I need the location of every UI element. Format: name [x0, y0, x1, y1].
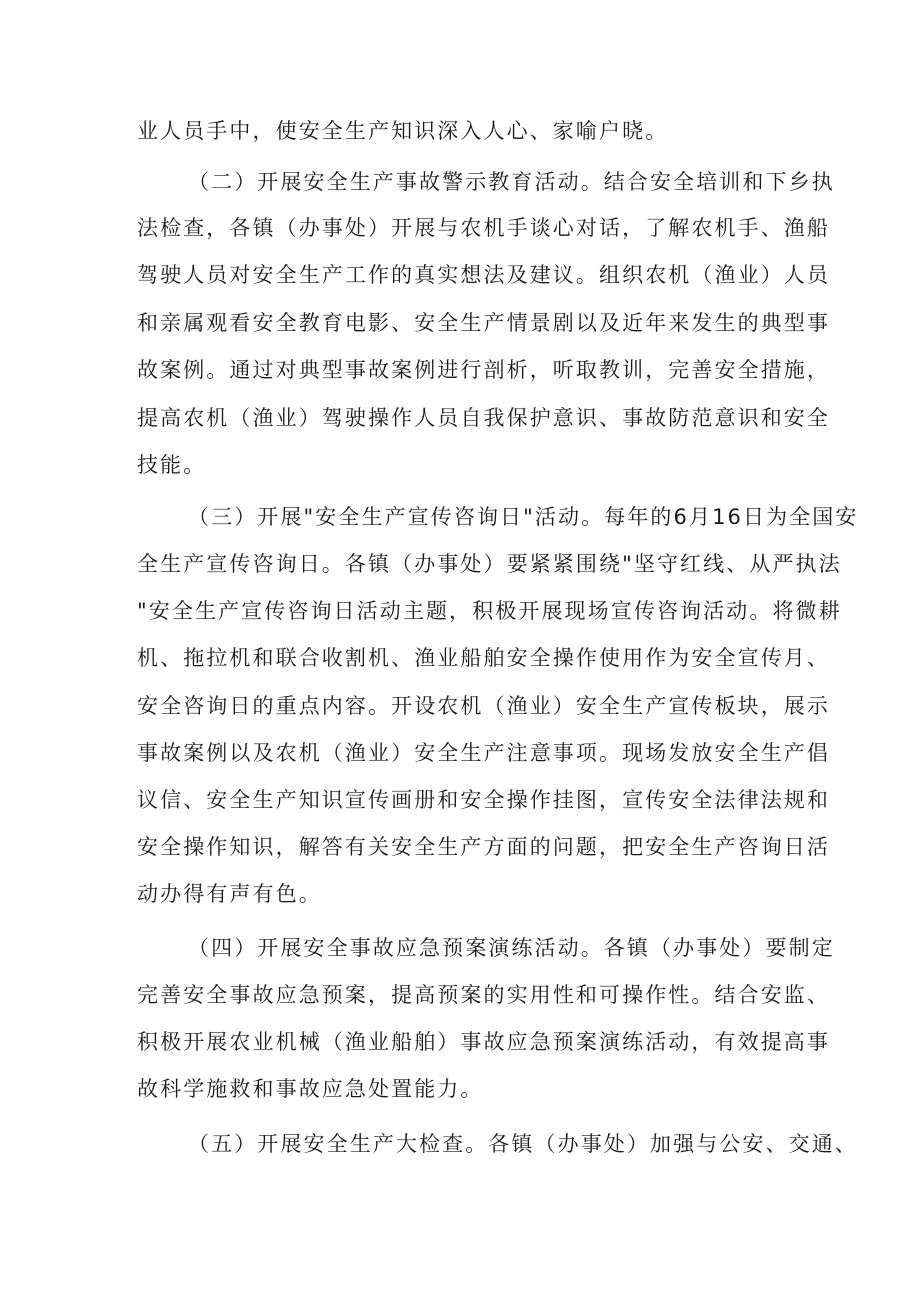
text-line: 安全操作知识，解答有关安全生产方面的问题，把安全生产咨询日活 — [137, 835, 830, 859]
text-line: 提高农机（渔业）驾驶操作人员自我保护意识、事故防范意识和安全 — [137, 406, 830, 430]
text-line: （五）开展安全生产大检查。各镇（办事处）加强与公安、交通、 — [188, 1132, 858, 1156]
text-line: （三）开展"安全生产宣传咨询日"活动。每年的6月16日为全国安 — [188, 505, 859, 529]
text-line: 业人员手中，使安全生产知识深入人心、家喻户晓。 — [137, 119, 669, 143]
text-line: 和亲属观看安全教育电影、安全生产情景剧以及近年来发生的典型事 — [137, 311, 830, 335]
text-line: 积极开展农业机械（渔业船舶）事故应急预案演练活动，有效提高事 — [137, 1030, 830, 1054]
text-line: 技能。 — [137, 453, 207, 477]
text-line: 故科学施救和事故应急处置能力。 — [137, 1077, 484, 1101]
text-line: 事故案例以及农机（渔业）安全生产注意事项。现场发放安全生产倡 — [137, 741, 830, 765]
text-line: 故案例。通过对典型事故案例进行剖析，听取教训，完善安全措施， — [137, 358, 830, 382]
text-line: 机、拖拉机和联合收割机、渔业船舶安全操作使用作为安全宣传月、 — [137, 646, 830, 670]
text-line: 完善安全事故应急预案，提高预案的实用性和可操作性。结合安监、 — [137, 983, 830, 1007]
text-line: 法检查，各镇（办事处）开展与农机手谈心对话，了解农机手、渔船 — [137, 216, 830, 240]
text-line: 议信、安全生产知识宣传画册和安全操作挂图，宣传安全法律法规和 — [137, 788, 830, 812]
text-line: 安全咨询日的重点内容。开设农机（渔业）安全生产宣传板块，展示 — [137, 694, 830, 718]
text-line: （二）开展安全生产事故警示教育活动。结合安全培训和下乡执 — [188, 170, 835, 194]
text-line: 动办得有声有色。 — [137, 882, 322, 906]
text-line: 全生产宣传咨询日。各镇（办事处）要紧紧围绕"坚守红线、从严执法 — [137, 552, 842, 576]
text-line: "安全生产宣传咨询日活动主题，积极开展现场宣传咨询活动。将微耕 — [137, 599, 842, 623]
text-line: 驾驶人员对安全生产工作的真实想法及建议。组织农机（渔业）人员 — [137, 263, 830, 287]
text-line: （四）开展安全事故应急预案演练活动。各镇（办事处）要制定 — [188, 936, 835, 960]
